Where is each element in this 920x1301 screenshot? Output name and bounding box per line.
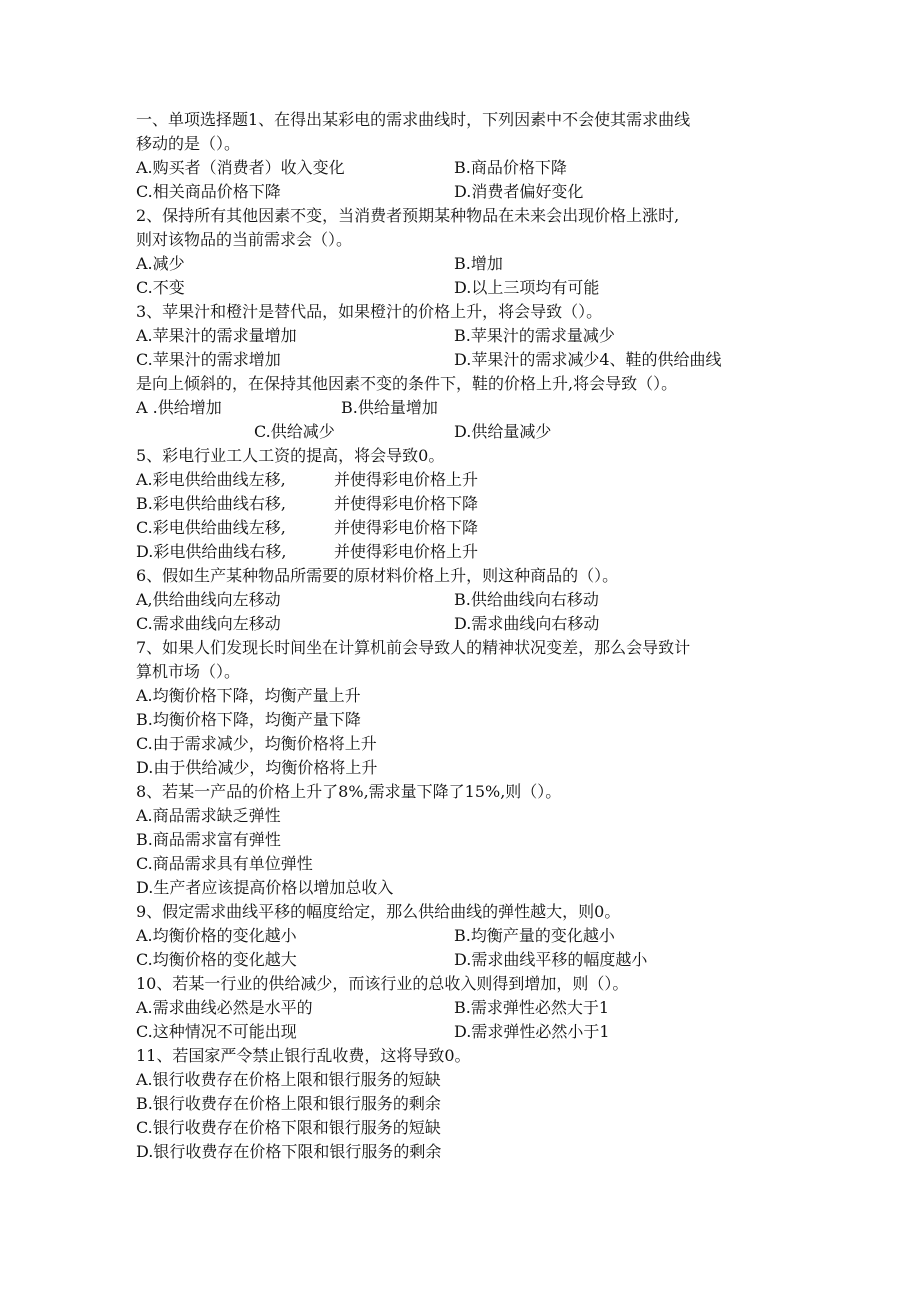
text-line xyxy=(136,588,796,612)
text-line xyxy=(136,348,796,372)
text-line xyxy=(136,396,796,420)
text-line: 2、保持所有其他因素不变，当消费者预期某种物品在未来会出现价格上涨时, xyxy=(136,206,680,225)
text-line xyxy=(136,996,796,1020)
option-text: A.均衡价格的变化越小 xyxy=(136,926,297,945)
text-line: 7、如果人们发现长时间坐在计算机前会导致人的精神状况变差，那么会导致计 xyxy=(136,638,691,657)
text-line: A.商品需求缺乏弹性 xyxy=(136,806,281,825)
text-line: 移动的是（）。 xyxy=(136,134,241,153)
option-text: 并使得彩电价格上升 xyxy=(334,470,479,489)
option-text: B.均衡产量的变化越小 xyxy=(454,926,615,945)
text-line: 5、彩电行业工人工资的提高，将会导致0。 xyxy=(136,446,445,465)
option-text: A.购买者（消费者）收入变化 xyxy=(136,158,345,177)
text-line xyxy=(136,1020,796,1044)
text-line: A.均衡价格下降，均衡产量上升 xyxy=(136,686,361,705)
option-text: D.需求曲线平移的幅度越小 xyxy=(454,950,648,969)
text-line: 10、若某一行业的供给减少，而该行业的总收入则得到增加，则（）。 xyxy=(136,974,629,993)
text-line xyxy=(136,324,796,348)
text-line: 11、若国家严令禁止银行乱收费，这将导致0。 xyxy=(136,1046,471,1065)
text-line xyxy=(136,156,796,180)
text-line: 8、若某一产品的价格上升了8%,需求量下降了15%,则（）。 xyxy=(136,782,562,801)
text-line: 算机市场（）。 xyxy=(136,662,241,681)
text-line: B.均衡价格下降，均衡产量下降 xyxy=(136,710,361,729)
option-text: 并使得彩电价格下降 xyxy=(334,494,479,513)
text-line: D.银行收费存在价格下限和银行服务的剩余 xyxy=(136,1142,442,1161)
text-line xyxy=(136,516,796,540)
option-text: D.供给量减少 xyxy=(454,422,552,441)
option-text: B.需求弹性必然大于1 xyxy=(454,998,610,1017)
text-line xyxy=(136,492,796,516)
option-text: D.以上三项均有可能 xyxy=(454,278,600,297)
option-text: D.消费者偏好变化 xyxy=(454,182,584,201)
option-text: C.均衡价格的变化越大 xyxy=(136,950,297,969)
option-text: 并使得彩电价格下降 xyxy=(334,518,479,537)
question-text-block xyxy=(136,108,796,1164)
text-line: 3、苹果汁和橙汁是替代品，如果橙汁的价格上升，将会导致（）。 xyxy=(136,302,603,321)
option-text: A.需求曲线必然是水平的 xyxy=(136,998,313,1017)
text-line: 则对该物品的当前需求会（）。 xyxy=(136,230,353,249)
text-line: 是向上倾斜的，在保持其他因素不变的条件下，鞋的价格上升,将会导致（）。 xyxy=(136,374,678,393)
option-text: C.苹果汁的需求增加 xyxy=(136,350,281,369)
option-text: D.彩电供给曲线右移, xyxy=(136,542,287,561)
option-text: C.不变 xyxy=(136,278,185,297)
option-text: A.减少 xyxy=(136,254,185,273)
option-text: C.相关商品价格下降 xyxy=(136,182,281,201)
text-line: C.商品需求具有单位弹性 xyxy=(136,854,313,873)
option-text: C.彩电供给曲线左移, xyxy=(136,518,286,537)
option-text: A.苹果汁的需求量增加 xyxy=(136,326,297,345)
text-line: 6、假如生产某种物品所需要的原材料价格上升，则这种商品的（）。 xyxy=(136,566,619,585)
option-text: 并使得彩电价格上升 xyxy=(334,542,479,561)
text-line xyxy=(136,276,796,300)
option-text: A.彩电供给曲线左移, xyxy=(136,470,286,489)
option-text: A .供给增加 xyxy=(136,398,222,417)
text-line xyxy=(136,612,796,636)
text-line: B.银行收费存在价格上限和银行服务的剩余 xyxy=(136,1094,441,1113)
option-text: B.苹果汁的需求量减少 xyxy=(454,326,615,345)
text-line: C.银行收费存在价格下限和银行服务的短缺 xyxy=(136,1118,441,1137)
option-text: B.供给量增加 xyxy=(341,398,438,417)
option-text: C.这种情况不可能出现 xyxy=(136,1022,297,1041)
text-line xyxy=(136,948,796,972)
option-text: D.需求曲线向右移动 xyxy=(454,614,600,633)
text-line xyxy=(136,180,796,204)
option-text: D.需求弹性必然小于1 xyxy=(454,1022,610,1041)
text-line xyxy=(136,420,796,444)
option-text: B.彩电供给曲线右移, xyxy=(136,494,286,513)
text-line: 一、单项选择题1、在得出某彩电的需求曲线时，下列因素中不会使其需求曲线 xyxy=(136,110,691,129)
text-line: B.商品需求富有弹性 xyxy=(136,830,281,849)
text-line: D.生产者应该提高价格以增加总收入 xyxy=(136,878,394,897)
text-line xyxy=(136,468,796,492)
option-text: B.供给曲线向右移动 xyxy=(454,590,599,609)
text-line xyxy=(136,924,796,948)
option-text: B.商品价格下降 xyxy=(454,158,567,177)
option-text: C.需求曲线向左移动 xyxy=(136,614,281,633)
text-line xyxy=(136,252,796,276)
option-text: A,供给曲线向左移动 xyxy=(136,590,281,609)
option-text: D.苹果汁的需求减少4、鞋的供给曲线 xyxy=(454,350,722,369)
option-text: C.供给减少 xyxy=(254,422,335,441)
text-line xyxy=(136,540,796,564)
text-line: D.由于供给减少，均衡价格将上升 xyxy=(136,758,378,777)
text-line: 9、假定需求曲线平移的幅度给定，那么供给曲线的弹性越大，则0。 xyxy=(136,902,621,921)
text-line: A.银行收费存在价格上限和银行服务的短缺 xyxy=(136,1070,441,1089)
text-line: C.由于需求减少，均衡价格将上升 xyxy=(136,734,377,753)
option-text: B.增加 xyxy=(454,254,503,273)
